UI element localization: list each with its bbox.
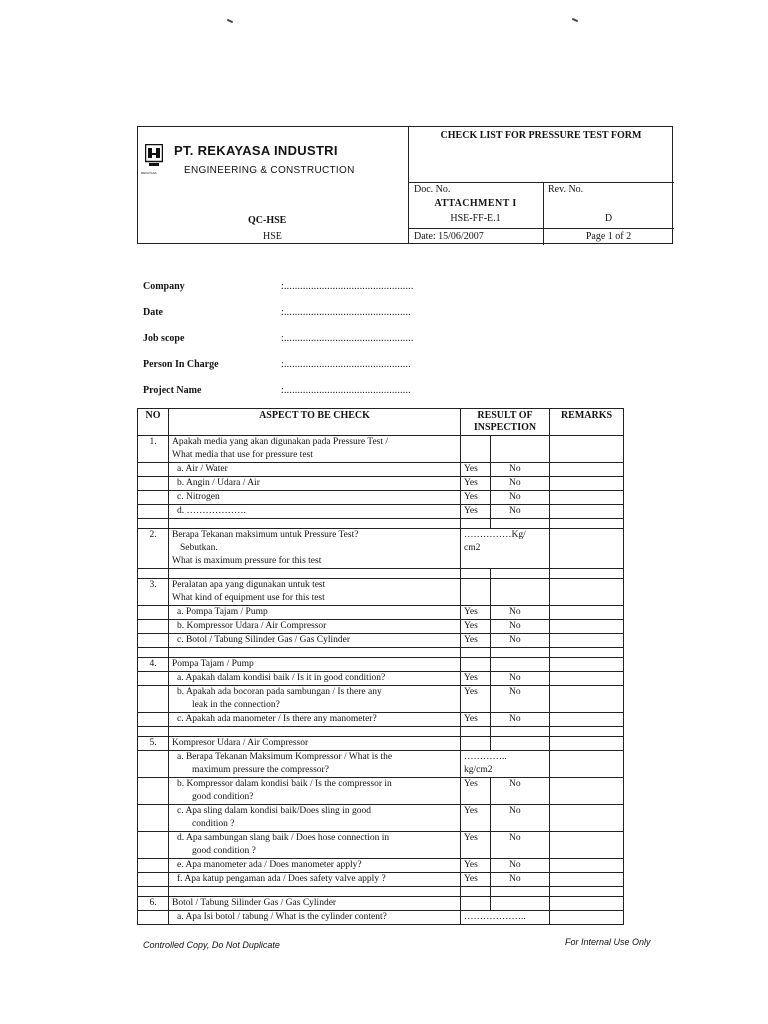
remarks-cell[interactable] <box>550 672 624 686</box>
spacer-row <box>138 648 624 658</box>
remarks-cell[interactable] <box>550 805 624 832</box>
table-row: b. Kompressor Udara / Air Compressor Yes No <box>138 620 624 634</box>
doc-no-label: Doc. No. <box>414 184 451 195</box>
table-row: b. Apakah ada bocoran pada sambungan / Is there any leak in the connection? Yes No <box>138 686 624 713</box>
yes-option[interactable]: Yes <box>461 778 491 805</box>
rekayasa-logo-icon <box>145 144 163 168</box>
remarks-cell[interactable] <box>550 686 624 713</box>
table-row: a. Apakah dalam kondisi baik / Is it in good condition? Yes No <box>138 672 624 686</box>
yes-option[interactable]: Yes <box>461 805 491 832</box>
col-remarks: REMARKS <box>550 409 624 436</box>
no-option[interactable]: No <box>491 873 550 887</box>
table-row: c. Nitrogen Yes No <box>138 491 624 505</box>
remarks-cell[interactable] <box>550 713 624 727</box>
yes-option[interactable]: Yes <box>461 477 491 491</box>
field-person-in-charge[interactable]: Person In Charge :............................................... <box>143 359 411 370</box>
remarks-cell[interactable] <box>550 859 624 873</box>
question-text: Apakah media yang akan digunakan pada Pressure Test / What media that use for pressure test <box>169 436 461 463</box>
row-number: 4. <box>138 658 169 672</box>
form-title: CHECK LIST FOR PRESSURE TEST FORM <box>440 130 642 141</box>
question-text: Kompresor Udara / Air Compressor <box>169 737 461 751</box>
remarks-cell[interactable] <box>550 911 624 925</box>
col-aspect: ASPECT TO BE CHECK <box>169 409 461 436</box>
table-row: a. Pompa Tajam / Pump Yes No <box>138 606 624 620</box>
doc-code: HSE-FF-E.1 <box>450 213 501 224</box>
cylinder-content-answer[interactable]: ……………….. <box>461 911 550 925</box>
remarks-cell[interactable] <box>550 463 624 477</box>
no-option[interactable]: No <box>491 672 550 686</box>
logo-caption: REKAYASA <box>141 171 157 175</box>
no-option[interactable]: No <box>491 778 550 805</box>
remarks-cell[interactable] <box>550 634 624 648</box>
yes-option[interactable]: Yes <box>461 672 491 686</box>
question-text: Pompa Tajam / Pump <box>169 658 461 672</box>
table-row: d. ………………. Yes No <box>138 505 624 519</box>
form-header <box>137 126 673 244</box>
table-row: b. Angin / Udara / Air Yes No <box>138 477 624 491</box>
rev-no-label: Rev. No. <box>548 184 584 195</box>
field-job-scope[interactable]: Job scope :................................................ <box>143 333 414 344</box>
doc-date: Date: 15/06/2007 <box>414 231 484 242</box>
sub-department: HSE <box>263 231 282 242</box>
row-number: 2. <box>138 529 169 569</box>
yes-option[interactable]: Yes <box>461 832 491 859</box>
footer-internal-use: For Internal Use Only <box>565 937 651 947</box>
remarks-cell[interactable] <box>550 477 624 491</box>
revision-value: D <box>604 213 613 224</box>
table-row <box>138 436 624 463</box>
company-subtitle: ENGINEERING & CONSTRUCTION <box>184 165 355 176</box>
remarks-cell[interactable] <box>550 873 624 887</box>
yes-option[interactable]: Yes <box>461 859 491 873</box>
no-option[interactable]: No <box>491 805 550 832</box>
table-row: e. Apa manometer ada / Does manometer apply? Yes No <box>138 859 624 873</box>
table-row: c. Botol / Tabung Silinder Gas / Gas Cylinder Yes No <box>138 634 624 648</box>
table-row: a. Air / Water Yes No <box>138 463 624 477</box>
table-row <box>138 897 624 911</box>
no-option[interactable]: No <box>491 686 550 713</box>
remarks-cell[interactable] <box>550 606 624 620</box>
table-row: f. Apa katup pengaman ada / Does safety valve apply ? Yes No <box>138 873 624 887</box>
no-option[interactable]: No <box>491 832 550 859</box>
spacer-row <box>138 569 624 579</box>
table-row <box>138 658 624 672</box>
no-option[interactable]: No <box>491 713 550 727</box>
row-number: 3. <box>138 579 169 606</box>
remarks-cell[interactable] <box>550 832 624 859</box>
yes-option[interactable]: Yes <box>461 713 491 727</box>
field-date[interactable]: Date :............................................... <box>143 307 411 318</box>
table-row: b. Kompressor dalam kondisi baik / Is the compressor in good condition? Yes No <box>138 778 624 805</box>
remarks-cell[interactable] <box>550 529 624 569</box>
company-name: PT. REKAYASA INDUSTRI <box>174 143 338 158</box>
question-text: Berapa Tekanan maksimum untuk Pressure Test? Sebutkan. What is maximum pressure for this test <box>169 529 461 569</box>
row-number: 1. <box>138 436 169 463</box>
table-row: a. Apa Isi botol / tabung / What is the cylinder content? ……………….. <box>138 911 624 925</box>
yes-option[interactable]: Yes <box>461 505 491 519</box>
no-option[interactable]: No <box>491 463 550 477</box>
table-row <box>138 737 624 751</box>
footer-controlled-copy: Controlled Copy, Do Not Duplicate <box>143 940 280 950</box>
remarks-cell[interactable] <box>550 778 624 805</box>
row-number: 5. <box>138 737 169 751</box>
checklist-table <box>137 408 624 925</box>
no-option[interactable]: No <box>491 606 550 620</box>
table-row: c. Apakah ada manometer / Is there any manometer? Yes No <box>138 713 624 727</box>
spacer-row <box>138 887 624 897</box>
attachment-label: ATTACHMENT I <box>434 198 517 209</box>
no-option[interactable]: No <box>491 859 550 873</box>
spacer-row <box>138 727 624 737</box>
yes-option[interactable]: Yes <box>461 634 491 648</box>
col-result: RESULT OF INSPECTION <box>461 409 550 436</box>
col-no: NO <box>138 409 169 436</box>
table-row: a. Berapa Tekanan Maksimum Kompressor / What is the maximum pressure the compressor? ………….. kg/cm2 <box>138 751 624 778</box>
pressure-answer[interactable]: ……………Kg/ cm2 <box>461 529 550 569</box>
no-option[interactable]: No <box>491 634 550 648</box>
remarks-cell[interactable] <box>550 620 624 634</box>
question-text: Peralatan apa yang digunakan untuk test What kind of equipment use for this test <box>169 579 461 606</box>
no-option[interactable]: No <box>491 491 550 505</box>
remarks-cell[interactable] <box>550 751 624 778</box>
remarks-cell[interactable] <box>550 505 624 519</box>
field-project-name[interactable]: Project Name :............................................... <box>143 385 411 396</box>
remarks-cell[interactable] <box>550 491 624 505</box>
compressor-pressure-answer[interactable]: ………….. kg/cm2 <box>461 751 550 778</box>
yes-option[interactable]: Yes <box>461 873 491 887</box>
table-row <box>138 579 624 606</box>
no-option[interactable]: No <box>491 505 550 519</box>
scan-speck <box>572 18 578 22</box>
table-header-row <box>138 409 624 436</box>
scan-speck <box>227 19 233 23</box>
yes-option[interactable]: Yes <box>461 463 491 477</box>
yes-option[interactable]: Yes <box>461 620 491 634</box>
no-option[interactable]: No <box>491 477 550 491</box>
no-option[interactable]: No <box>491 620 550 634</box>
yes-option[interactable]: Yes <box>461 491 491 505</box>
question-text: Botol / Tabung Silinder Gas / Gas Cylinder <box>169 897 461 911</box>
row-number: 6. <box>138 897 169 911</box>
table-row: c. Apa sling dalam kondisi baik/Does sling in good condition ? Yes No <box>138 805 624 832</box>
yes-option[interactable]: Yes <box>461 686 491 713</box>
table-row <box>138 529 624 569</box>
department: QC-HSE <box>248 215 287 226</box>
spacer-row <box>138 519 624 529</box>
yes-option[interactable]: Yes <box>461 606 491 620</box>
page-number: Page 1 of 2 <box>585 231 632 242</box>
table-row: d. Apa sambungan slang baik / Does hose connection in good condition ? Yes No <box>138 832 624 859</box>
field-company[interactable]: Company :................................................ <box>143 281 414 292</box>
